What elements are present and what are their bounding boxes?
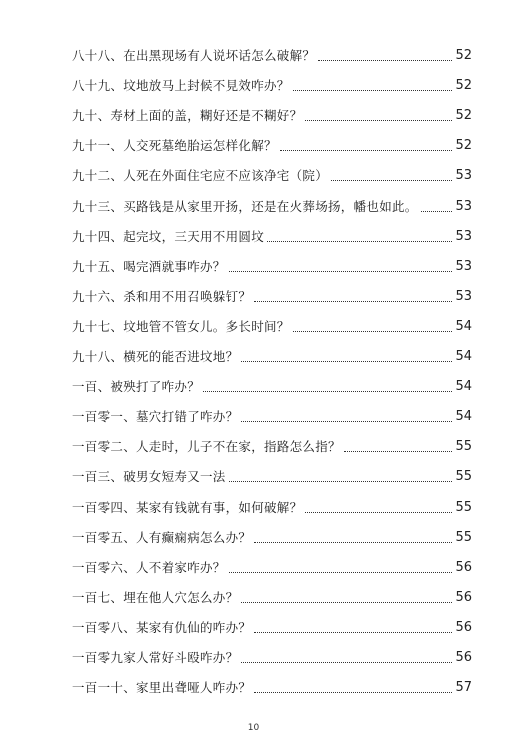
toc-entry: [72, 347, 472, 367]
toc-entry-page: 55: [455, 439, 472, 455]
toc-entry-page: 56: [455, 619, 472, 635]
toc-entry: [72, 106, 472, 126]
toc-entry-title: 一百三、破男女短寿又一法: [72, 469, 226, 485]
toc-entry: [72, 618, 472, 638]
toc-entry-page: 53: [455, 288, 472, 304]
toc-entry-page: 55: [455, 499, 472, 515]
toc-entry-page: 57: [455, 680, 472, 696]
toc-leader-dots: [241, 602, 452, 603]
toc-entry: [72, 467, 472, 487]
toc-entry: [72, 317, 472, 337]
toc-entry: [72, 136, 472, 156]
toc-entry-page: 53: [455, 168, 472, 184]
toc-entry: [72, 287, 472, 307]
toc-entry-page: 54: [455, 409, 472, 425]
toc-leader-dots: [421, 211, 453, 212]
toc-entry-title: 九十八、横死的能否进坟地？: [72, 349, 239, 364]
toc-entry: [72, 498, 472, 518]
toc-entry: [72, 76, 472, 96]
toc-leader-dots: [305, 120, 452, 121]
toc-leader-dots: [229, 572, 453, 573]
toc-entry-title: 九十六、杀和用不用召唤躲钉？: [72, 288, 252, 304]
toc-entry: [72, 437, 472, 457]
toc-entry-page: 52: [455, 48, 472, 63]
toc-entry-title: 一百零五、人有癫痫病怎么办？: [72, 529, 252, 545]
toc-entry-title: 一百零二、人走时，儿子不在家，指路怎么指？: [72, 439, 341, 455]
toc-entry-page: 54: [455, 349, 472, 364]
toc-leader-dots: [305, 512, 452, 513]
toc-entry-title: 一百零六、人不着家咋办？: [72, 559, 226, 575]
toc-leader-dots: [331, 180, 452, 181]
toc-entry: [72, 227, 472, 247]
toc-entry-title: 一百一十、家里出聋哑人咋办？: [72, 680, 252, 696]
toc-entry: [72, 528, 472, 548]
toc-entry-page: 52: [455, 78, 472, 94]
toc-entry-title: 一百零四、某家有钱就有事，如何破解？: [72, 499, 303, 515]
toc-leader-dots: [318, 60, 452, 61]
toc-entry-title: 九十四、起完坟，三天用不用圆坟: [72, 228, 265, 244]
toc-entry: [72, 588, 472, 608]
toc-entry-page: 53: [455, 228, 472, 244]
toc-entry: [72, 46, 472, 66]
toc-leader-dots: [267, 241, 452, 242]
toc-entry-title: 九十三、买路钱是从家里开扬，还是在火葬场扬，幡也如此。: [72, 198, 418, 214]
toc-entry-page: 56: [455, 650, 472, 665]
toc-entry-title: 一百零八、某家有仇仙的咋办？: [72, 619, 252, 635]
toc-entry-page: 52: [455, 138, 472, 154]
toc-entry-title: 八十八、在出黑现场有人说坏话怎么破解？: [72, 48, 316, 63]
toc-entry-title: 九十五、喝完酒就事咋办？: [72, 258, 226, 274]
toc-leader-dots: [203, 391, 452, 392]
toc-entry-title: 九十七、坟地管不管女儿。多长时间？: [72, 318, 290, 334]
toc-leader-dots: [254, 632, 452, 633]
toc-entry-page: 55: [455, 529, 472, 545]
toc-entry-title: 一百零一、墓穴打错了咋办？: [72, 409, 239, 425]
toc-leader-dots: [344, 451, 453, 452]
page-number: 10: [247, 723, 260, 733]
toc-entry-page: 53: [455, 198, 472, 214]
toc-leader-dots: [254, 692, 452, 693]
toc-entry-title: 一百、被殃打了咋办？: [72, 379, 201, 395]
toc-entry: [72, 166, 472, 186]
toc-entry-title: 一百零九家人常好斗殴咋办？: [72, 650, 239, 665]
toc-entry: [72, 558, 472, 578]
toc-entry: [72, 197, 472, 217]
toc-entry: [72, 377, 472, 397]
toc-entry: [72, 648, 472, 668]
toc-entry-page: 56: [455, 559, 472, 575]
toc-entry-title: 九十一、人交死墓绝胎运怎样化解？: [72, 138, 277, 154]
toc-leader-dots: [254, 542, 452, 543]
toc-entry-page: 54: [455, 379, 472, 395]
toc-entry-page: 56: [455, 589, 472, 605]
toc-leader-dots: [241, 421, 452, 422]
toc-leader-dots: [229, 481, 453, 482]
toc-entry-page: 53: [455, 258, 472, 274]
toc-leader-dots: [241, 662, 452, 663]
toc-entry: [72, 257, 472, 277]
toc-leader-dots: [293, 331, 453, 332]
toc-entry-title: 一百七、埋在他人穴怎么办？: [72, 589, 239, 605]
toc-leader-dots: [241, 361, 452, 362]
toc-entry-title: 八十九、坟地放马上封候不見效咋办？: [72, 78, 290, 94]
toc-leader-dots: [254, 301, 452, 302]
toc-entry-page: 52: [455, 108, 472, 124]
toc-entry-title: 九十二、人死在外面住宅应不应该净宅（院）: [72, 168, 329, 184]
toc-entry: [72, 678, 472, 698]
toc-entry-page: 54: [455, 318, 472, 334]
toc-entry: [72, 407, 472, 427]
toc-leader-dots: [280, 150, 453, 151]
toc-leader-dots: [229, 271, 453, 272]
toc-leader-dots: [293, 90, 453, 91]
toc-entry-page: 55: [455, 469, 472, 485]
toc-entry-title: 九十、寿材上面的盖，糊好还是不糊好？: [72, 108, 303, 124]
